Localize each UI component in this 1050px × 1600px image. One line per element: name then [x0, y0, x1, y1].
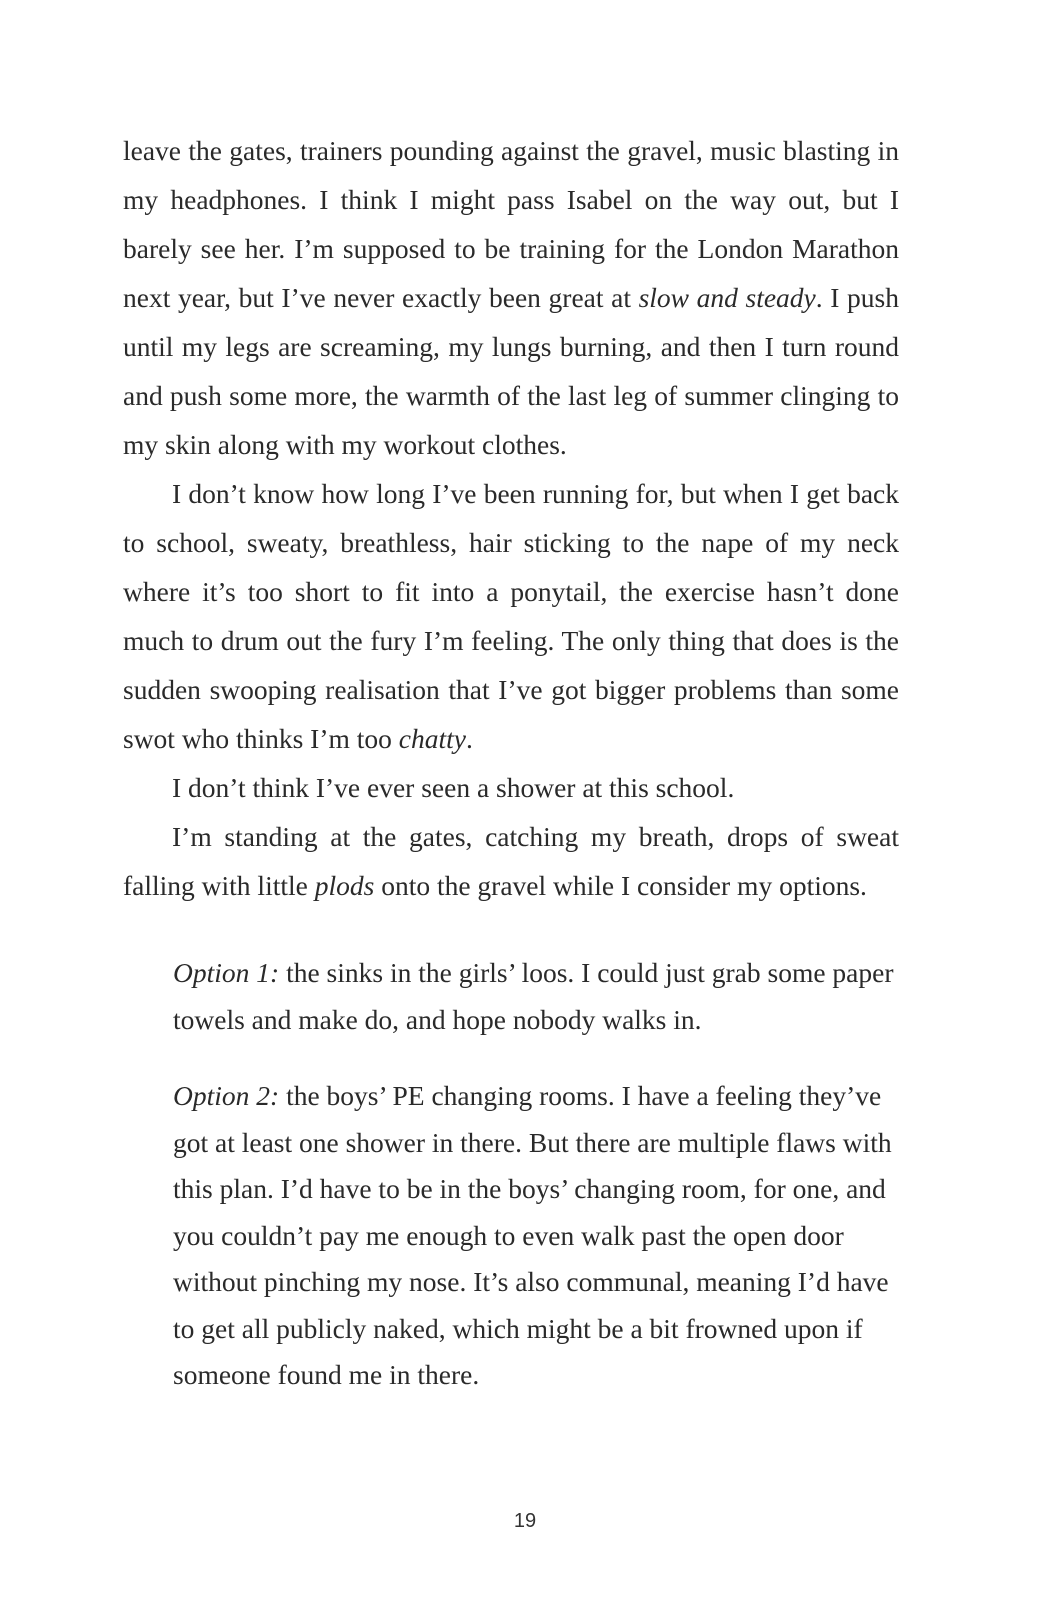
option-1-label: Option 1: [173, 957, 280, 988]
paragraph-1-text: leave the gates, trainers pounding against the gravel, music blasting in my headphones. I think I might pass Isabel on the way out, but I barely see her. I’m supposed to be training for the London Marathon next year, but I’ve never exactly been great at [123, 135, 899, 313]
body-text [123, 126, 899, 910]
paragraph-4-italic: plods [314, 870, 375, 901]
option-2-text: the boys’ PE changing rooms. I have a feeling they’ve got at least one shower in there. But there are multiple flaws with this plan. I’d have to be in the boys’ changing room, for one, and you couldn’t pay me enough to even walk past the open door without pinching my nose. It’s also communal, meaning I’d have to get all publicly naked, which might be a bit frowned upon if someone found me in there. [173, 1080, 892, 1390]
paragraph-4 [123, 812, 899, 910]
paragraph-1-italic: slow and steady [638, 282, 816, 313]
option-2-label: Option 2: [173, 1080, 280, 1111]
option-2 [173, 1073, 903, 1399]
paragraph-1 [123, 126, 899, 469]
paragraph-2-italic: chatty [398, 723, 466, 754]
option-1 [173, 950, 903, 1043]
paragraph-1-text-end: . I push until my legs are screaming, my lungs burning, and then I turn round and push some more, the warmth of the last leg of summer clinging to my skin along with my workout clothes. [123, 282, 899, 460]
paragraph-2-text: I don’t know how long I’ve been running for, but when I get back to school, sweaty, breathless, hair sticking to the nape of my neck where it’s too short to fit into a ponytail, the exercise hasn’t done much to drum out the fury I’m feeling. The only thing that does is the sudden swooping realisation that I’ve got bigger problems than some swot who thinks I’m too [123, 478, 899, 754]
paragraph-2-text-end: . [465, 723, 473, 754]
paragraph-3 [123, 763, 899, 812]
options-list [173, 950, 903, 1429]
paragraph-4-text-end: onto the gravel while I consider my options. [374, 870, 867, 901]
option-1-text: the sinks in the girls’ loos. I could just grab some paper towels and make do, and hope nobody walks in. [173, 957, 894, 1035]
paragraph-2 [123, 469, 899, 763]
paragraph-4-text: I’m standing at the gates, catching my breath, drops of sweat falling with little [123, 821, 899, 901]
paragraph-3-text: I don’t think I’ve ever seen a shower at this school. [172, 772, 735, 803]
page-number: 19 [513, 1510, 537, 1532]
